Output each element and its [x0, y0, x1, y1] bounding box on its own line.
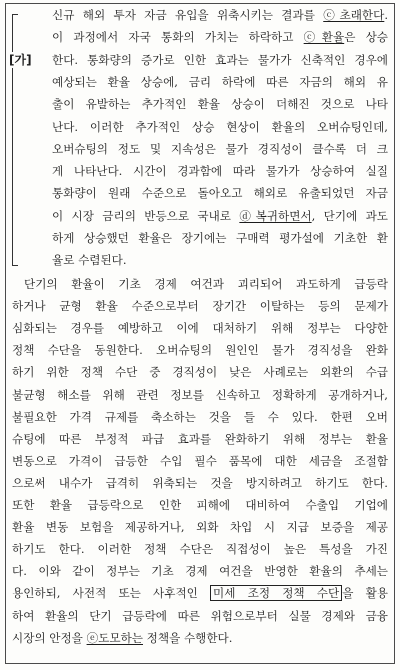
passage_main-line	[12, 494, 388, 516]
passage_ga-line	[52, 49, 388, 71]
passage_ga-line	[52, 116, 388, 138]
exam-passage	[5, 3, 395, 664]
passage_ga-line	[52, 93, 388, 115]
underlined-term: ⓒ환율	[303, 30, 345, 45]
line-text: 정책 수단을 동원한다. 오버슈팅의 원인인 물가 경직성을 완화	[12, 343, 388, 358]
line-text: 하기도 한다. 이러한 정책 수단은 직접성이 높은 특성을 가진	[12, 542, 388, 557]
passage_ga-line	[52, 4, 388, 26]
passage_ga-line	[52, 160, 388, 182]
line-text: 난다. 이러한 추가적인 상승 현상이 환율의 오버슈팅인데,	[52, 119, 388, 134]
passage_main-line	[12, 605, 388, 627]
passage_main-line	[12, 538, 388, 560]
passage_ga-line	[52, 227, 388, 249]
passage_ga-line	[52, 182, 388, 204]
passage_main-line	[12, 582, 388, 604]
passage_main-line	[12, 317, 388, 339]
line-text: , 단기에 과도	[311, 208, 388, 223]
passage_main-line	[12, 472, 388, 494]
passage_ga-line	[52, 205, 388, 227]
passage_ga-line	[52, 249, 388, 271]
line-text: 은 상승	[344, 30, 388, 45]
line-text: 율로 수렴된다.	[52, 253, 127, 268]
line-text: 변동으로 가격이 급등한 수입 필수 품목에 대한 세금을 조절함	[12, 453, 388, 468]
line-text: .	[384, 8, 388, 22]
line-text: 통화량이 원래 수준으로 돌아오고 해외로 유출되었던 자금	[52, 186, 388, 201]
line-text: 출이 유발하는 추가적인 환율 상승이 더해진 것으로 나타	[52, 97, 388, 112]
line-text: 정책을 수행한다.	[142, 630, 233, 645]
line-text: 용인하되, 사전적 또는 사후적인	[12, 586, 211, 601]
passage_main-line	[12, 627, 388, 649]
line-text: 하게 상승했던 환율은 장기에는 구매력 평가설에 기초한 환	[52, 231, 388, 245]
section-label: [가]	[9, 53, 32, 67]
line-text: 예상되는 환율 상승에, 금리 하락에 따른 자금의 해외 유	[52, 74, 388, 89]
passage_main-line	[12, 384, 388, 406]
line-text: 하거나 균형 환율 수준으로부터 장기간 이탈하는 등의 문제가	[12, 299, 388, 314]
underlined-term: ⓔ도모하는	[86, 630, 143, 645]
line-text: 다. 이와 같이 정부는 기초 경제 여건을 반영한 환율의 추세는	[12, 564, 388, 579]
passage_main-line	[12, 516, 388, 538]
line-text: 하기 위한 정책 수단 중 경직성이 낮은 사례로는 외환의 수급	[12, 365, 388, 380]
line-text: 오버슈팅의 정도 및 지속성은 물가 경직성이 클수록 더 크	[52, 141, 388, 156]
line-text: 으로써 내수가 급격히 위축되는 것을 방지하려고 하기도 한다.	[12, 475, 388, 490]
passage_ga-line	[52, 71, 388, 93]
line-text: 단기의 환율이 기초 경제 여건과 괴리되어 과도하게 급등락	[24, 277, 388, 291]
line-text: 불필요한 가격 규제를 축소하는 것을 들 수 있다. 한편 오버	[12, 409, 388, 424]
line-text: 불균형 해소를 위해 관련 정보를 신속하고 정확하게 공개하거나,	[12, 387, 388, 402]
passage_main-line	[12, 406, 388, 428]
line-text: 환율 변동 보험을 제공하거나, 외화 차입 시 지급 보증을 제공	[12, 520, 388, 535]
passage_main-line	[12, 560, 388, 582]
passage_main-line	[12, 295, 388, 317]
line-text: 하여 환율의 단기 급등락에 따른 위험으로부터 실물 경제와 금융	[12, 608, 388, 623]
line-text: 을 활용	[342, 586, 388, 601]
line-text: 또한 환율 급등락으로 인한 피해에 대비하여 수출입 기업에	[12, 498, 388, 512]
line-text: 슈팅에 따른 부정적 파급 효과를 완화하기 위해 정부는 환율	[12, 431, 388, 446]
line-text: 게 나타난다. 시간이 경과함에 따라 물가가 상승하여 실질	[52, 164, 388, 179]
line-text: 심화되는 경우를 예방하고 이에 대처하기 위해 정부는 다양한	[12, 321, 388, 336]
passage_main-line	[24, 273, 388, 295]
line-text: 이 시장 금리의 반등으로 국내로	[52, 208, 240, 223]
boxed-term: 미세 조정 정책 수단	[210, 585, 342, 601]
passage_main-line	[12, 450, 388, 472]
underlined-term: ⓒ초래한다	[323, 8, 385, 22]
line-text: 이 과정에서 자국 통화의 가치는 하락하고	[52, 30, 304, 45]
passage_main-line	[12, 361, 388, 383]
passage_ga-line	[52, 26, 388, 48]
line-text: 신규 해외 투자 자금 유입을 위축시키는 결과를	[52, 8, 324, 22]
line-text: 시장의 안정을	[12, 630, 87, 645]
passage_main-line	[12, 339, 388, 361]
line-text: 한다. 통화량의 증가로 인한 효과는 물가가 신축적인 경우에	[52, 52, 388, 67]
passage_ga-line	[52, 138, 388, 160]
underlined-term: ⓓ복귀하면서	[239, 208, 312, 223]
passage_main-line	[12, 428, 388, 450]
